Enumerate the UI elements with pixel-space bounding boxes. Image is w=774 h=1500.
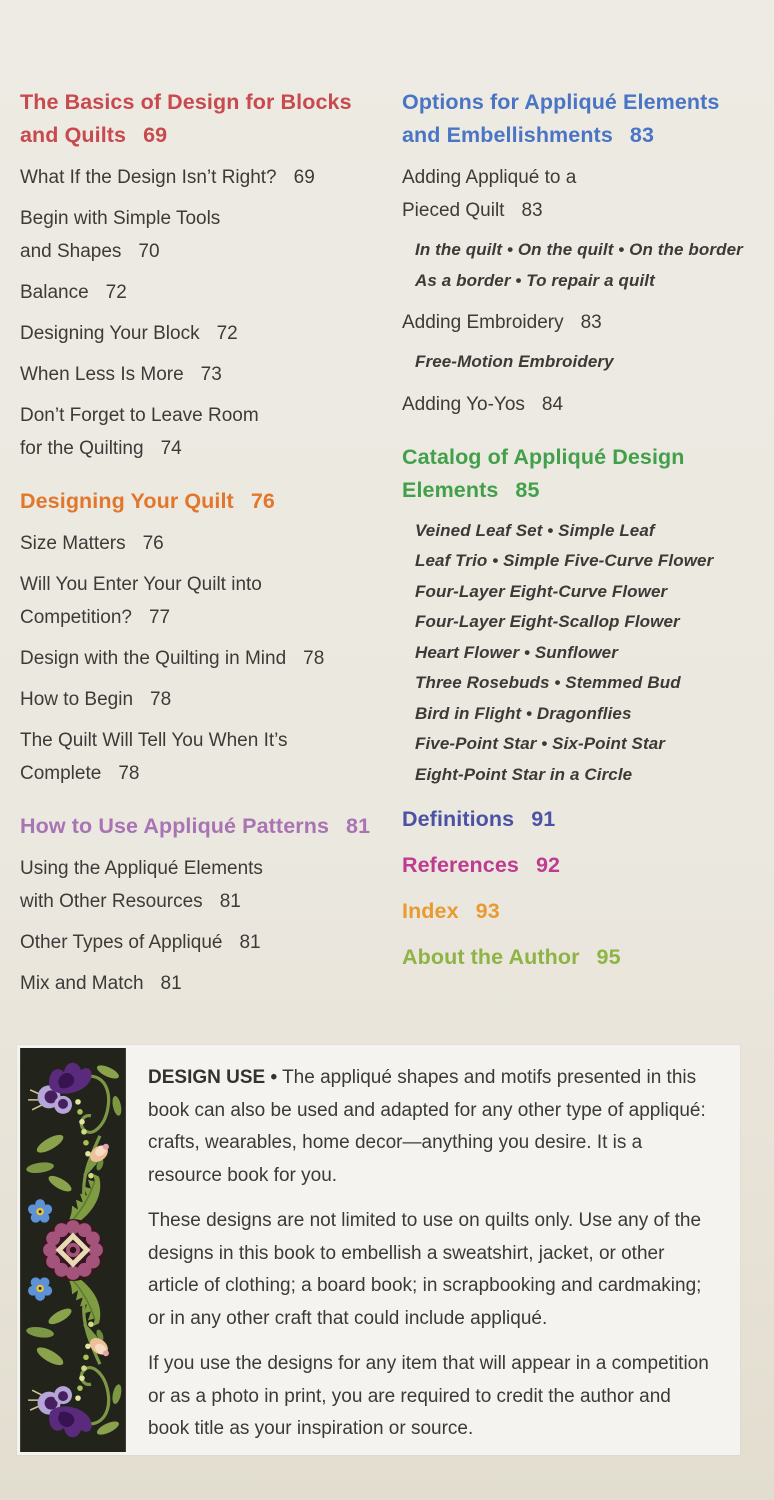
page-number: 91 xyxy=(531,807,556,831)
toc-entry: Mix and Match 81 xyxy=(20,973,182,994)
page-number: 72 xyxy=(216,323,238,344)
toc-entry: Other Types of Appliqué 81 xyxy=(20,932,261,953)
toc-section-catalog xyxy=(402,441,754,791)
section-heading xyxy=(402,86,754,152)
page-number: 77 xyxy=(148,607,171,628)
toc-section-about-author xyxy=(402,941,754,974)
page-number: 73 xyxy=(200,364,222,385)
toc-section-definitions xyxy=(402,803,754,836)
page-number: 95 xyxy=(596,945,621,969)
page-number: 81 xyxy=(160,973,182,994)
page-number: 74 xyxy=(160,438,182,459)
page-number: 92 xyxy=(535,853,561,877)
floral-border-image xyxy=(20,1048,126,1452)
page-number: 70 xyxy=(138,241,160,262)
page-number: 78 xyxy=(150,689,172,710)
page-number: 81 xyxy=(219,891,241,912)
toc-entry: Size Matters 76 xyxy=(20,533,164,554)
heading-line: and Quilts xyxy=(20,123,127,147)
page-number: 85 xyxy=(515,477,540,502)
section-heading xyxy=(402,803,754,836)
toc-column-left xyxy=(20,86,402,1008)
heading-line: Elements xyxy=(402,477,499,502)
page-number: 81 xyxy=(346,814,371,838)
toc-entry: Adding Embroidery 83 xyxy=(402,312,602,333)
heading-line: Options for Appliqué Elements xyxy=(402,90,720,114)
toc-entry: Don’t Forget to Leave Room for the Quilting 74 xyxy=(20,405,259,459)
page-number: 83 xyxy=(521,200,543,221)
toc-section-designing-quilt xyxy=(20,485,402,790)
page-number: 69 xyxy=(293,167,315,188)
heading-line: Index xyxy=(402,899,459,923)
toc-entry: When Less Is More 73 xyxy=(20,364,222,385)
table-of-contents xyxy=(20,86,754,1008)
toc-entry: Using the Appliqué Elements with Other Resources 81 xyxy=(20,858,263,912)
section-heading xyxy=(20,86,402,152)
page-number: 78 xyxy=(118,763,140,784)
note-paragraph-3: If you use the designs for any item that will appear in a competition or as a photo in print, you are required to credit the author and book title as your inspiration or source. xyxy=(148,1353,709,1439)
page-number: 72 xyxy=(105,282,127,303)
toc-section-references xyxy=(402,849,754,882)
toc-entry: How to Begin 78 xyxy=(20,689,172,710)
page-number: 76 xyxy=(250,489,275,513)
note-lead-label: DESIGN USE xyxy=(148,1067,266,1088)
section-heading xyxy=(402,849,754,882)
heading-line: The Basics of Design for Blocks xyxy=(20,90,352,114)
toc-entry: Adding Appliqué to a Pieced Quilt 83 xyxy=(402,167,577,221)
center-medallion-flower xyxy=(42,1219,104,1281)
toc-entry: Begin with Simple Tools and Shapes 70 xyxy=(20,208,221,262)
heading-line: and Embellishments xyxy=(402,123,613,147)
toc-column-right xyxy=(402,86,754,1008)
design-use-note-box xyxy=(17,1045,740,1455)
section-heading xyxy=(402,441,754,507)
section-heading xyxy=(20,485,402,518)
page-number: 78 xyxy=(303,648,325,669)
heading-line: About the Author xyxy=(402,945,580,969)
toc-entry: What If the Design Isn’t Right? 69 xyxy=(20,167,315,188)
toc-section-options xyxy=(402,86,754,421)
bullet-separator: • xyxy=(270,1067,278,1088)
heading-line: Definitions xyxy=(402,807,515,831)
heading-line: References xyxy=(402,853,519,877)
toc-entry: Design with the Quilting in Mind 78 xyxy=(20,648,325,669)
section-heading xyxy=(20,810,402,843)
section-heading xyxy=(402,941,754,974)
toc-entry: The Quilt Will Tell You When It’s Complete 78 xyxy=(20,730,288,784)
page-number: 84 xyxy=(541,393,564,415)
toc-section-applique-patterns xyxy=(20,810,402,1000)
page-number: 93 xyxy=(475,899,500,923)
page-number: 81 xyxy=(239,932,261,953)
note-paragraph-1: DESIGN USE • The appliqué shapes and motifs presented in this book can also be used and adapted for any other type of appliqué: crafts, wearables, home decor—anything you desire. It is a resource book for you. xyxy=(148,1067,706,1186)
page-number: 83 xyxy=(580,312,602,333)
page-number: 83 xyxy=(629,123,655,147)
toc-section-index xyxy=(402,895,754,928)
toc-entry: Adding Yo-Yos 84 xyxy=(402,393,564,415)
page-number: 69 xyxy=(143,123,168,147)
note-text-block xyxy=(148,1062,716,1459)
page-number: 76 xyxy=(142,533,164,554)
toc-entry: Balance 72 xyxy=(20,282,127,303)
toc-subentry: Free-Motion Embroidery xyxy=(415,352,614,371)
toc-entry: Will You Enter Your Quilt into Competition? 77 xyxy=(20,574,262,628)
catalog-list: Veined Leaf Set • Simple Leaf Leaf Trio • Simple Five-Curve Flower Four-Layer Eight-Curve Flower Four-Layer Eight-Scallop Flower Heart Flower • Sunflower Three Rosebuds • Stemmed Bud Bird in Flight • Dragonflies Five-Point Star • Six-Point Star Eight-Point Star in a Circle xyxy=(415,520,714,784)
note-paragraph-2: These designs are not limited to use on quilts only. Use any of the designs in this book to embellish a sweatshirt, jacket, or other article of clothing; a board book; in scrapbooking and cardmaking; or in any other craft that could include appliqué. xyxy=(148,1210,702,1329)
toc-section-basics xyxy=(20,86,402,465)
toc-entry: Designing Your Block 72 xyxy=(20,323,238,344)
heading-line: Catalog of Appliqué Design xyxy=(402,444,685,469)
toc-subentry: In the quilt • On the quilt • On the border As a border • To repair a quilt xyxy=(415,240,743,290)
section-heading xyxy=(402,895,754,928)
heading-line: How to Use Appliqué Patterns xyxy=(20,814,330,838)
floral-border-svg xyxy=(20,1048,126,1452)
heading-line: Designing Your Quilt xyxy=(20,489,234,513)
